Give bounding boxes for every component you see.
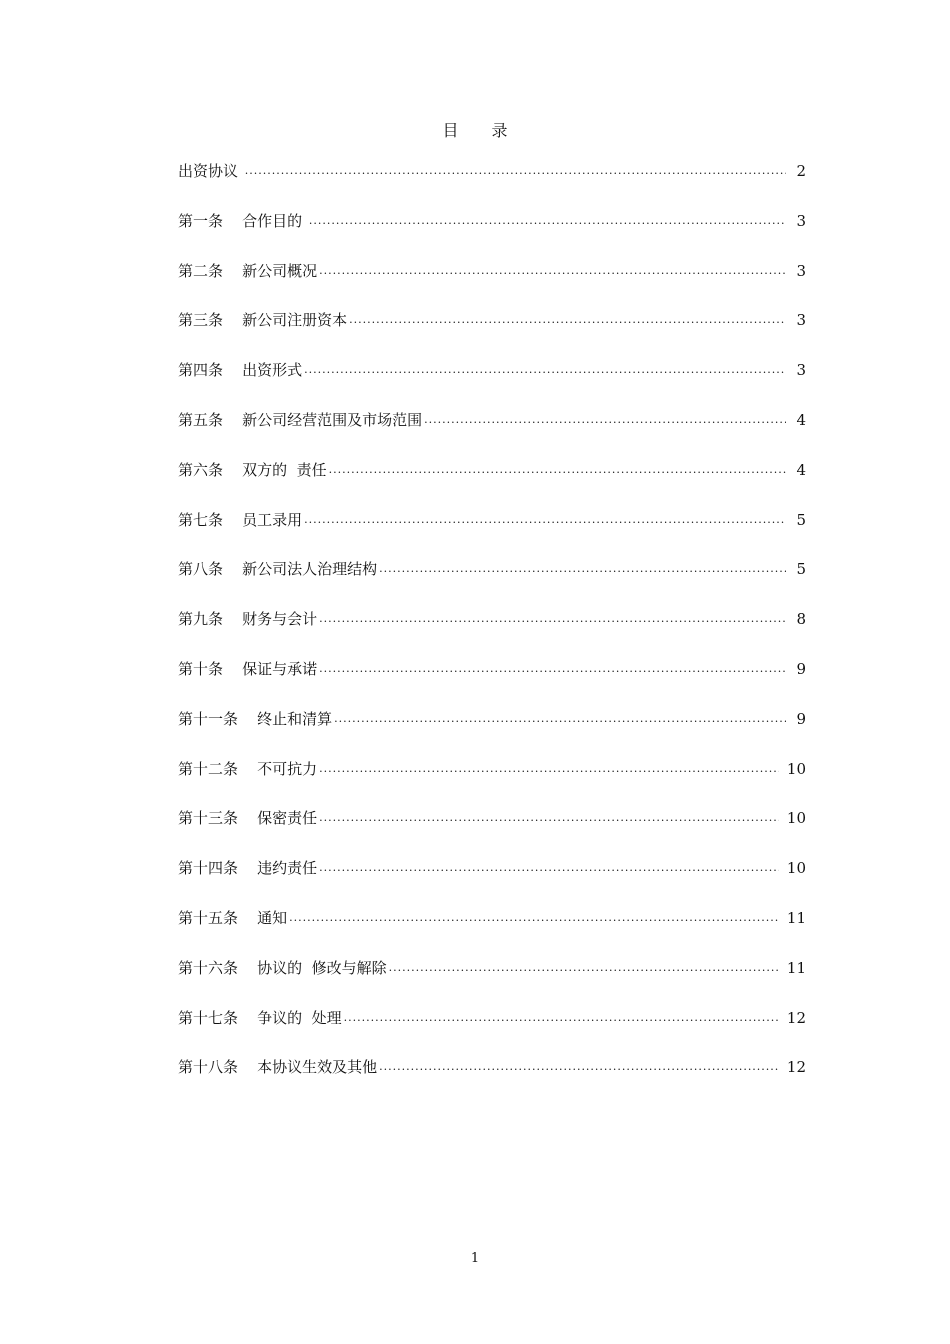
toc-entry-page: 5 — [796, 510, 806, 529]
toc-entry[interactable] — [178, 658, 806, 708]
toc-dot-leader — [319, 260, 786, 282]
toc-entry-label: 新公司法人治理结构 — [223, 560, 378, 579]
toc-entry-page: 10 — [786, 809, 806, 828]
toc-entry-page: 3 — [796, 211, 806, 230]
toc-entry[interactable] — [178, 309, 806, 359]
toc-entry-number: 第九条 — [178, 610, 224, 629]
toc-entry[interactable] — [178, 459, 806, 509]
toc-entry[interactable] — [178, 807, 806, 857]
toc-entry-label: 协议的 修改与解除 — [238, 958, 387, 977]
toc-entry-label: 不可抗力 — [238, 759, 318, 778]
toc-entry[interactable] — [178, 957, 806, 1007]
toc-entry[interactable] — [178, 708, 806, 758]
toc-entry-label: 出资形式 — [223, 361, 303, 380]
toc-entry-page: 12 — [786, 1008, 806, 1027]
toc-entry-label: 合作目的 — [223, 211, 307, 230]
toc-entry-page: 10 — [786, 759, 806, 778]
toc-entry-number: 第七条 — [178, 510, 224, 529]
toc-entry-label: 通知 — [238, 908, 288, 927]
toc-dot-leader — [329, 459, 786, 481]
toc-entry-page: 8 — [796, 610, 806, 629]
toc-dot-leader — [319, 758, 779, 780]
toc-dot-leader — [304, 509, 786, 531]
toc-entry-number: 第三条 — [178, 311, 224, 330]
toc-dot-leader — [245, 160, 786, 182]
toc-dot-leader — [319, 608, 786, 630]
toc-entry-number: 第十二条 — [178, 759, 239, 778]
toc-dot-leader — [289, 907, 779, 929]
toc-entry-page: 12 — [786, 1058, 806, 1077]
toc-entry[interactable] — [178, 758, 806, 808]
toc-dot-leader — [389, 957, 779, 979]
toc-entry[interactable] — [178, 359, 806, 409]
toc-entry-number: 第十七条 — [178, 1008, 239, 1027]
toc-entry[interactable] — [178, 558, 806, 608]
toc-entry-number: 第八条 — [178, 560, 224, 579]
toc-entry-label: 本协议生效及其他 — [238, 1058, 378, 1077]
toc-entry-page: 2 — [796, 162, 806, 180]
toc-entry-number: 第十一条 — [178, 709, 239, 728]
toc-dot-leader — [319, 857, 779, 879]
toc-entry-label: 保密责任 — [238, 809, 318, 828]
toc-entry-number: 第一条 — [178, 211, 224, 230]
toc-dot-leader — [349, 309, 786, 331]
toc-entry-label: 财务与会计 — [223, 610, 318, 629]
toc-entry-label: 新公司概况 — [223, 261, 318, 280]
toc-entry[interactable] — [178, 210, 806, 260]
toc-entry[interactable] — [178, 857, 806, 907]
toc-entry-number: 第二条 — [178, 261, 224, 280]
toc-entry-label: 出资协议 — [178, 162, 243, 180]
toc-entry[interactable] — [178, 260, 806, 310]
toc-entry-page: 10 — [786, 859, 806, 878]
toc-dot-leader — [319, 807, 779, 829]
toc-entry-page: 9 — [796, 659, 806, 678]
toc-entry[interactable] — [178, 608, 806, 658]
toc-entry-label: 争议的 处理 — [238, 1008, 342, 1027]
toc-entry-label: 终止和清算 — [238, 709, 333, 728]
toc-entry-page: 4 — [796, 410, 806, 429]
toc-dot-leader — [379, 1056, 779, 1078]
toc-entry-page: 11 — [786, 908, 806, 927]
toc-dot-leader — [309, 210, 786, 232]
toc-entry[interactable] — [178, 509, 806, 559]
toc-entry-label: 保证与承诺 — [223, 659, 318, 678]
toc-title: 目 录 — [442, 121, 522, 140]
toc-dot-leader — [344, 1007, 779, 1029]
toc-entry[interactable] — [178, 409, 806, 459]
toc-entry-number: 第六条 — [178, 460, 224, 479]
toc-entry-label: 违约责任 — [238, 859, 318, 878]
toc-entry-number: 第十条 — [178, 659, 224, 678]
toc-entry-number: 第十八条 — [178, 1058, 239, 1077]
toc-dot-leader — [379, 558, 786, 580]
toc-entry[interactable] — [178, 160, 806, 210]
toc-entry-page: 5 — [796, 560, 806, 579]
toc-dot-leader — [424, 409, 786, 431]
toc-entry-number: 第五条 — [178, 410, 224, 429]
toc-entry-label: 新公司注册资本 — [223, 311, 348, 330]
toc-dot-leader — [319, 658, 786, 680]
toc-entry[interactable] — [178, 1056, 806, 1106]
toc-dot-leader — [334, 708, 786, 730]
toc-entry-page: 4 — [796, 460, 806, 479]
toc-entry-number: 第十三条 — [178, 809, 239, 828]
toc-entry[interactable] — [178, 1007, 806, 1057]
toc-entry-label: 双方的 责任 — [223, 460, 327, 479]
toc-entry-number: 第十六条 — [178, 958, 239, 977]
toc-entry-page: 3 — [796, 311, 806, 330]
toc-entry-page: 3 — [796, 361, 806, 380]
toc-entry-page: 9 — [796, 709, 806, 728]
toc-entry-number: 第四条 — [178, 361, 224, 380]
table-of-contents — [178, 160, 806, 1106]
toc-entry-page: 11 — [786, 958, 806, 977]
toc-entry-label: 员工录用 — [223, 510, 303, 529]
toc-entry-page: 3 — [796, 261, 806, 280]
toc-entry[interactable] — [178, 907, 806, 957]
toc-entry-number: 第十五条 — [178, 908, 239, 927]
footer-page-number: 1 — [470, 1251, 480, 1266]
toc-entry-label: 新公司经营范围及市场范围 — [223, 410, 423, 429]
toc-entry-number: 第十四条 — [178, 859, 239, 878]
toc-dot-leader — [304, 359, 786, 381]
